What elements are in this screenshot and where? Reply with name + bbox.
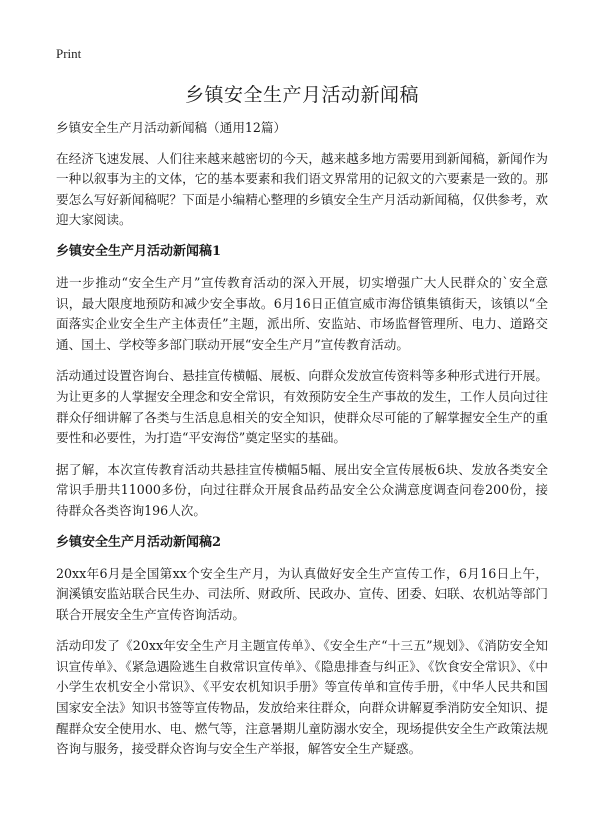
section-heading-1: 乡镇安全生产月活动新闻稿1 bbox=[56, 243, 222, 259]
section-1-paragraph-2: 活动通过设置咨询台、悬挂宣传横幅、展板、向群众发放宣传资料等多种形式进行开展。为让更多的人掌握安全理念和安全常识，有效预防安全生产事故的发生，工作人员向过往群众仔细讲解了各类与生活息息相关的安全知识，使群众尽可能的了解掌握安全生产的重要性和必要性，为打造“平安海岱”奠定坚实的基础。 bbox=[56, 368, 548, 446]
section-1-paragraph-3: 据了解，本次宣传教育活动共悬挂宣传横幅5幅、展出安全宣传展板6块、发放各类安全常识手册共11000多份，向过往群众开展食品药品安全公众满意度调查问卷200份，接待群众各类咨询196人次。 bbox=[56, 461, 548, 518]
article-body bbox=[56, 118, 548, 771]
article-subtitle: 乡镇安全生产月活动新闻稿（通用12篇） bbox=[56, 120, 287, 135]
intro-paragraph: 在经济飞速发展、人们往来越来越密切的今天，越来越多地方需要用到新闻稿，新闻作为一种以叙事为主的文体，它的基本要素和我们语文界常用的记叙文的六要素是一致的。那要怎么写好新闻稿呢？下面是小编精心整理的乡镇安全生产月活动新闻稿，仅供参考，欢迎大家阅读。 bbox=[56, 150, 548, 228]
section-2-paragraph-1: 20xx年6月是全国第xx个安全生产月，为认真做好安全生产宣传工作，6月16日上午，涧溪镇安监站联合民生办、司法所、财政所、民政办、宣传、团委、妇联、农机站等部门联合开展安全生产宣传咨询活动。 bbox=[56, 565, 548, 622]
print-link[interactable]: Print bbox=[56, 46, 82, 61]
section-2-paragraph-2: 活动印发了《20xx年安全生产月主题宣传单》、《安全生产“十三五”规划》、《消防安全知识宣传单》、《紧急遇险逃生自救常识宣传单》、《隐患排查与纠正》、《饮食安全常识》、《中小学生农机安全小常识》、《平安农机知识手册》等宣传单和宣传手册，《中华人民共和国国家安全法》知识书签等宣传物品，发放给来往群众，向群众讲解夏季消防安全知识、提醒群众安全使用水、电、燃气等，注意暑期儿童防溺水安全，现场提供安全生产政策法规咨询与服务，接受群众咨询与安全生产举报，解答安全生产疑惑。 bbox=[56, 638, 548, 757]
page-title: 乡镇安全生产月活动新闻稿 bbox=[184, 84, 419, 106]
section-heading-2: 乡镇安全生产月活动新闻稿2 bbox=[56, 534, 222, 550]
section-1-paragraph-1: 进一步推动“安全生产月”宣传教育活动的深入开展，切实增强广大人民群众的`安全意识，最大限度地预防和减少安全事故。6月16日正值宣威市海岱镇集镇街天，该镇以“全面落实企业安全生产主体责任”主题，派出所、安监站、市场监督管理所、电力、道路交通、国土、学校等多部门联动开展“安全生产月”宣传教育活动。 bbox=[56, 274, 548, 352]
